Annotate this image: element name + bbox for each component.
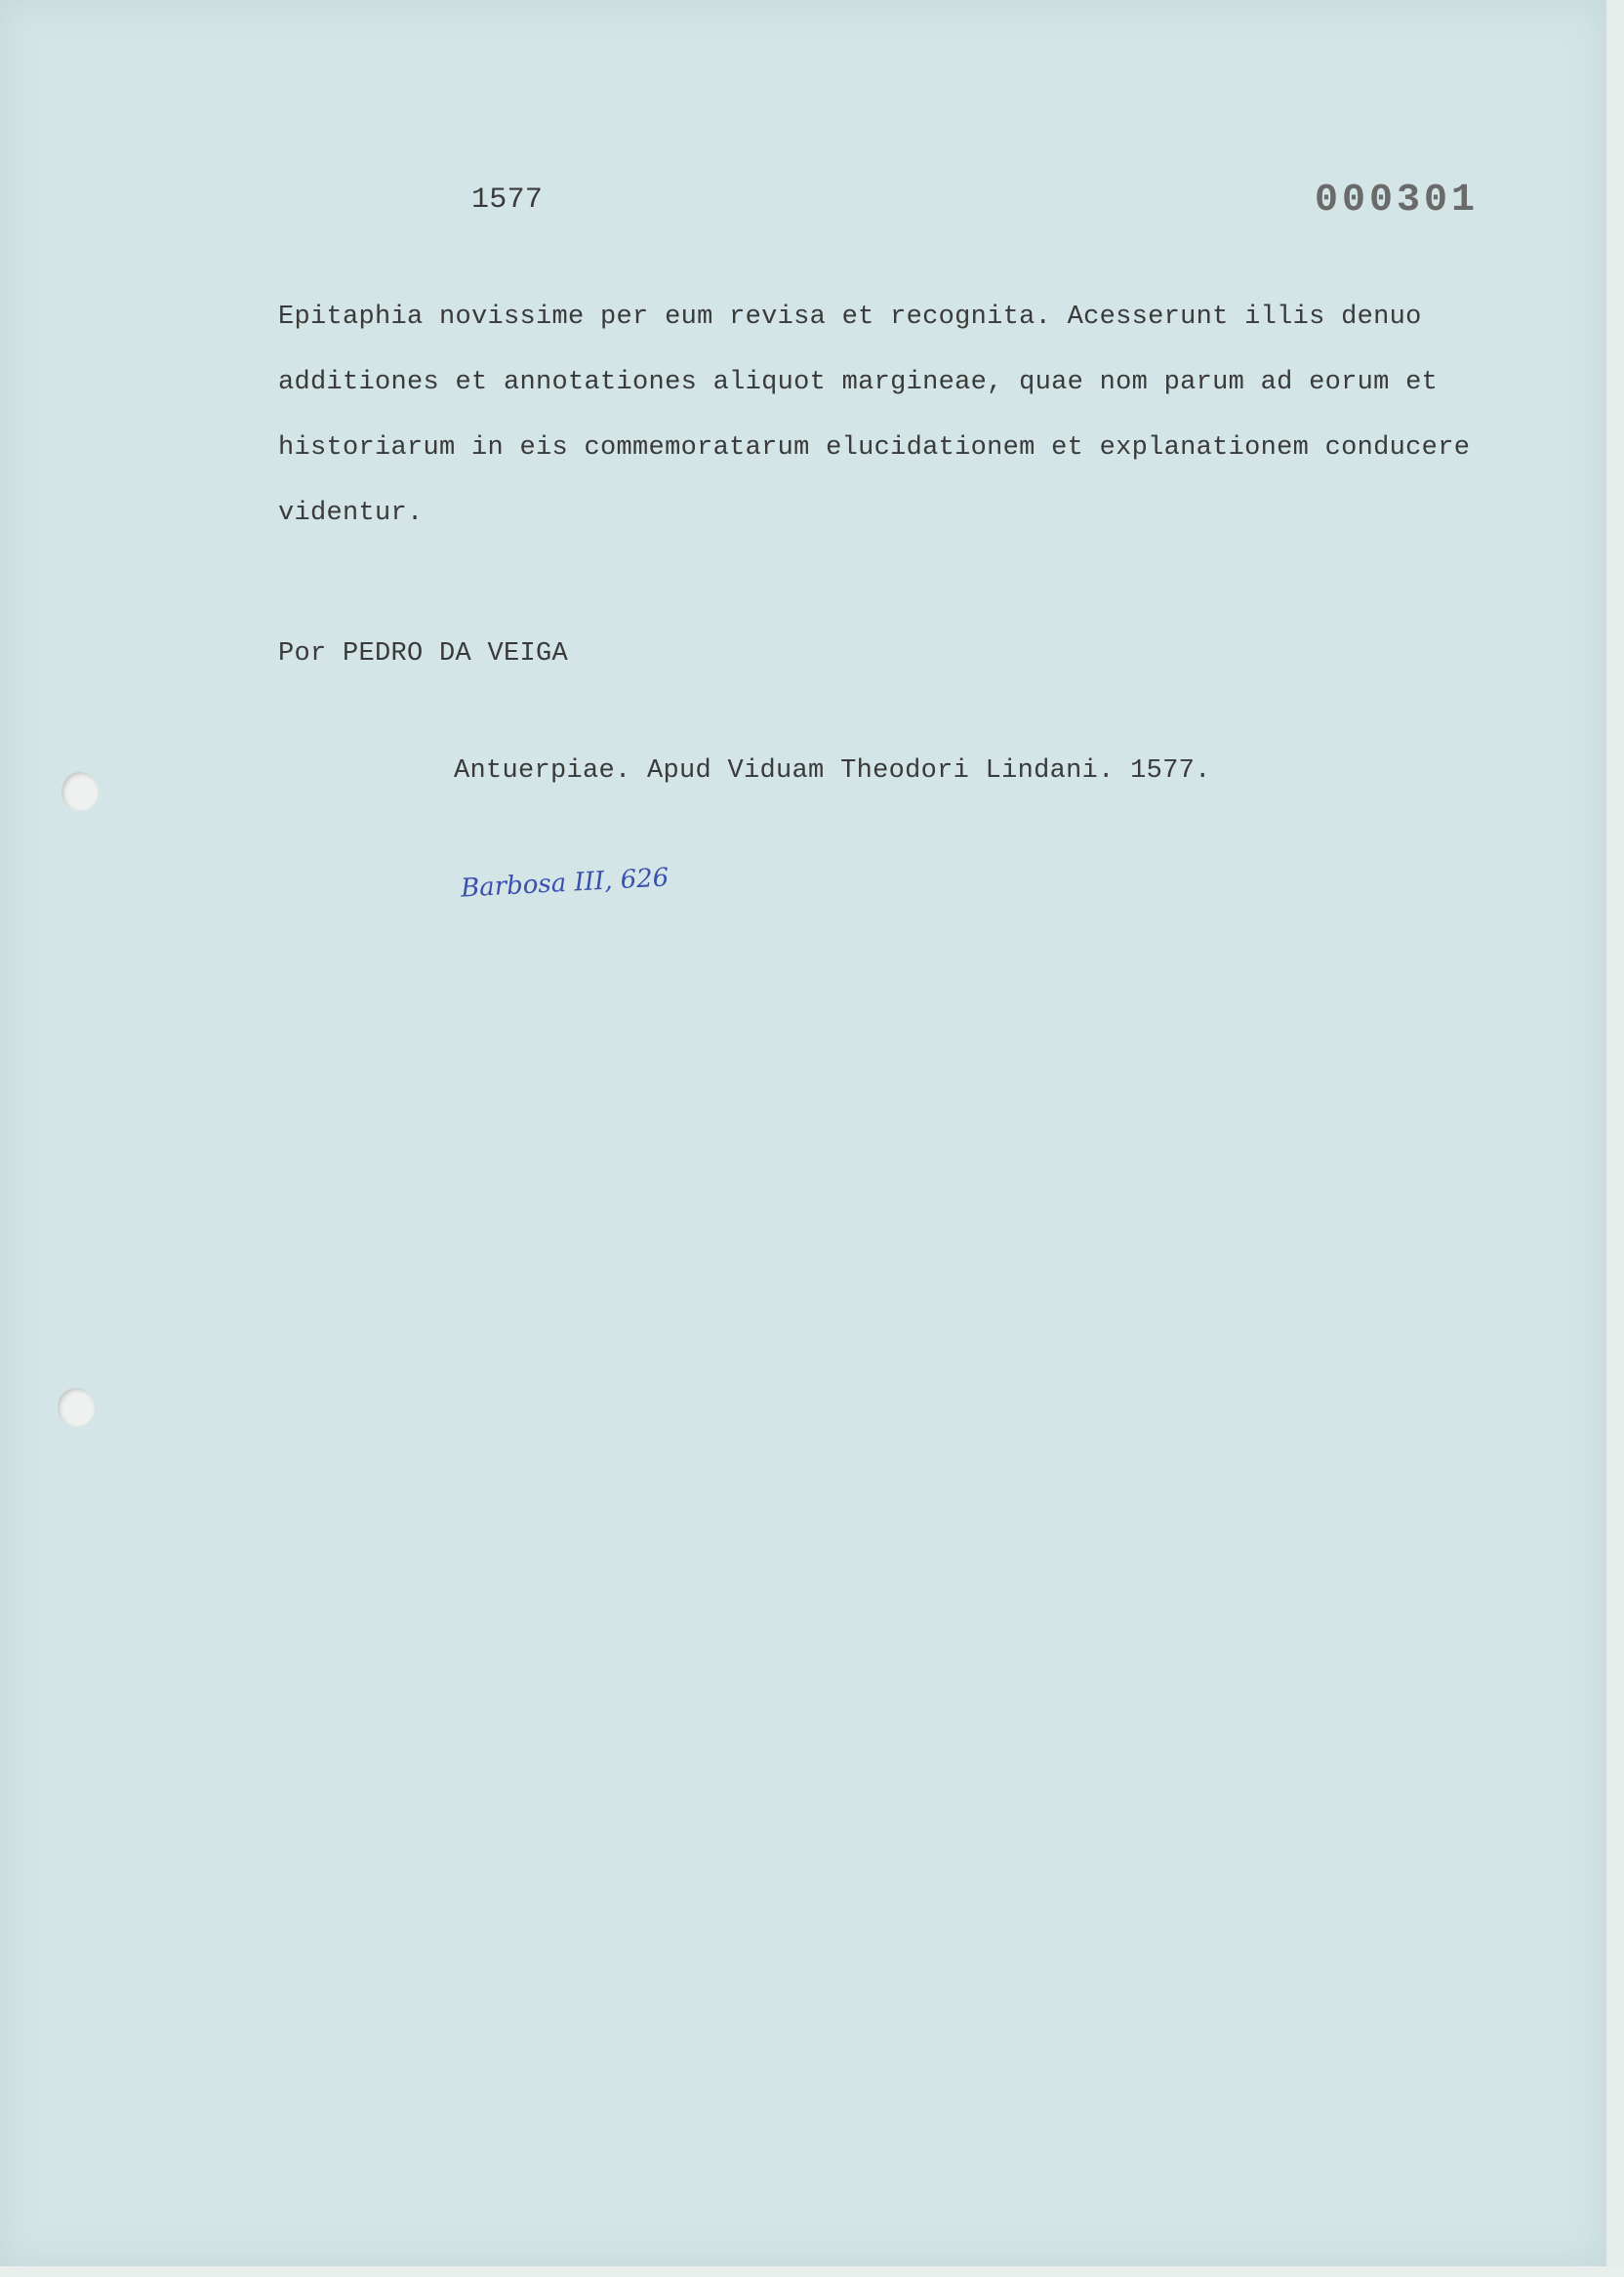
- imprint-line: Antuerpiae. Apud Viduam Theodori Lindani. 1577.: [454, 756, 1211, 786]
- title-line: Epitaphia novissime per eum revisa et recognita. Acesserunt illis denuo: [278, 303, 1422, 332]
- title-line: videntur.: [278, 499, 424, 528]
- punch-hole: [58, 1388, 95, 1427]
- title-line: additiones et annotationes aliquot margineae, quae nom parum ad eorum et: [278, 368, 1439, 397]
- scan-edge: [0, 2266, 1624, 2277]
- title-description: [278, 298, 1470, 559]
- author-line: Por PEDRO DA VEIGA: [278, 639, 569, 669]
- punch-hole: [61, 772, 99, 811]
- handwritten-reference: Barbosa III, 626: [460, 863, 670, 904]
- year-heading: 1577: [471, 183, 544, 217]
- serial-stamp: 000301: [1315, 179, 1480, 223]
- title-line: historiarum in eis commemoratarum elucidationem et explanationem conducere: [278, 433, 1471, 463]
- scan-edge: [1606, 0, 1624, 2277]
